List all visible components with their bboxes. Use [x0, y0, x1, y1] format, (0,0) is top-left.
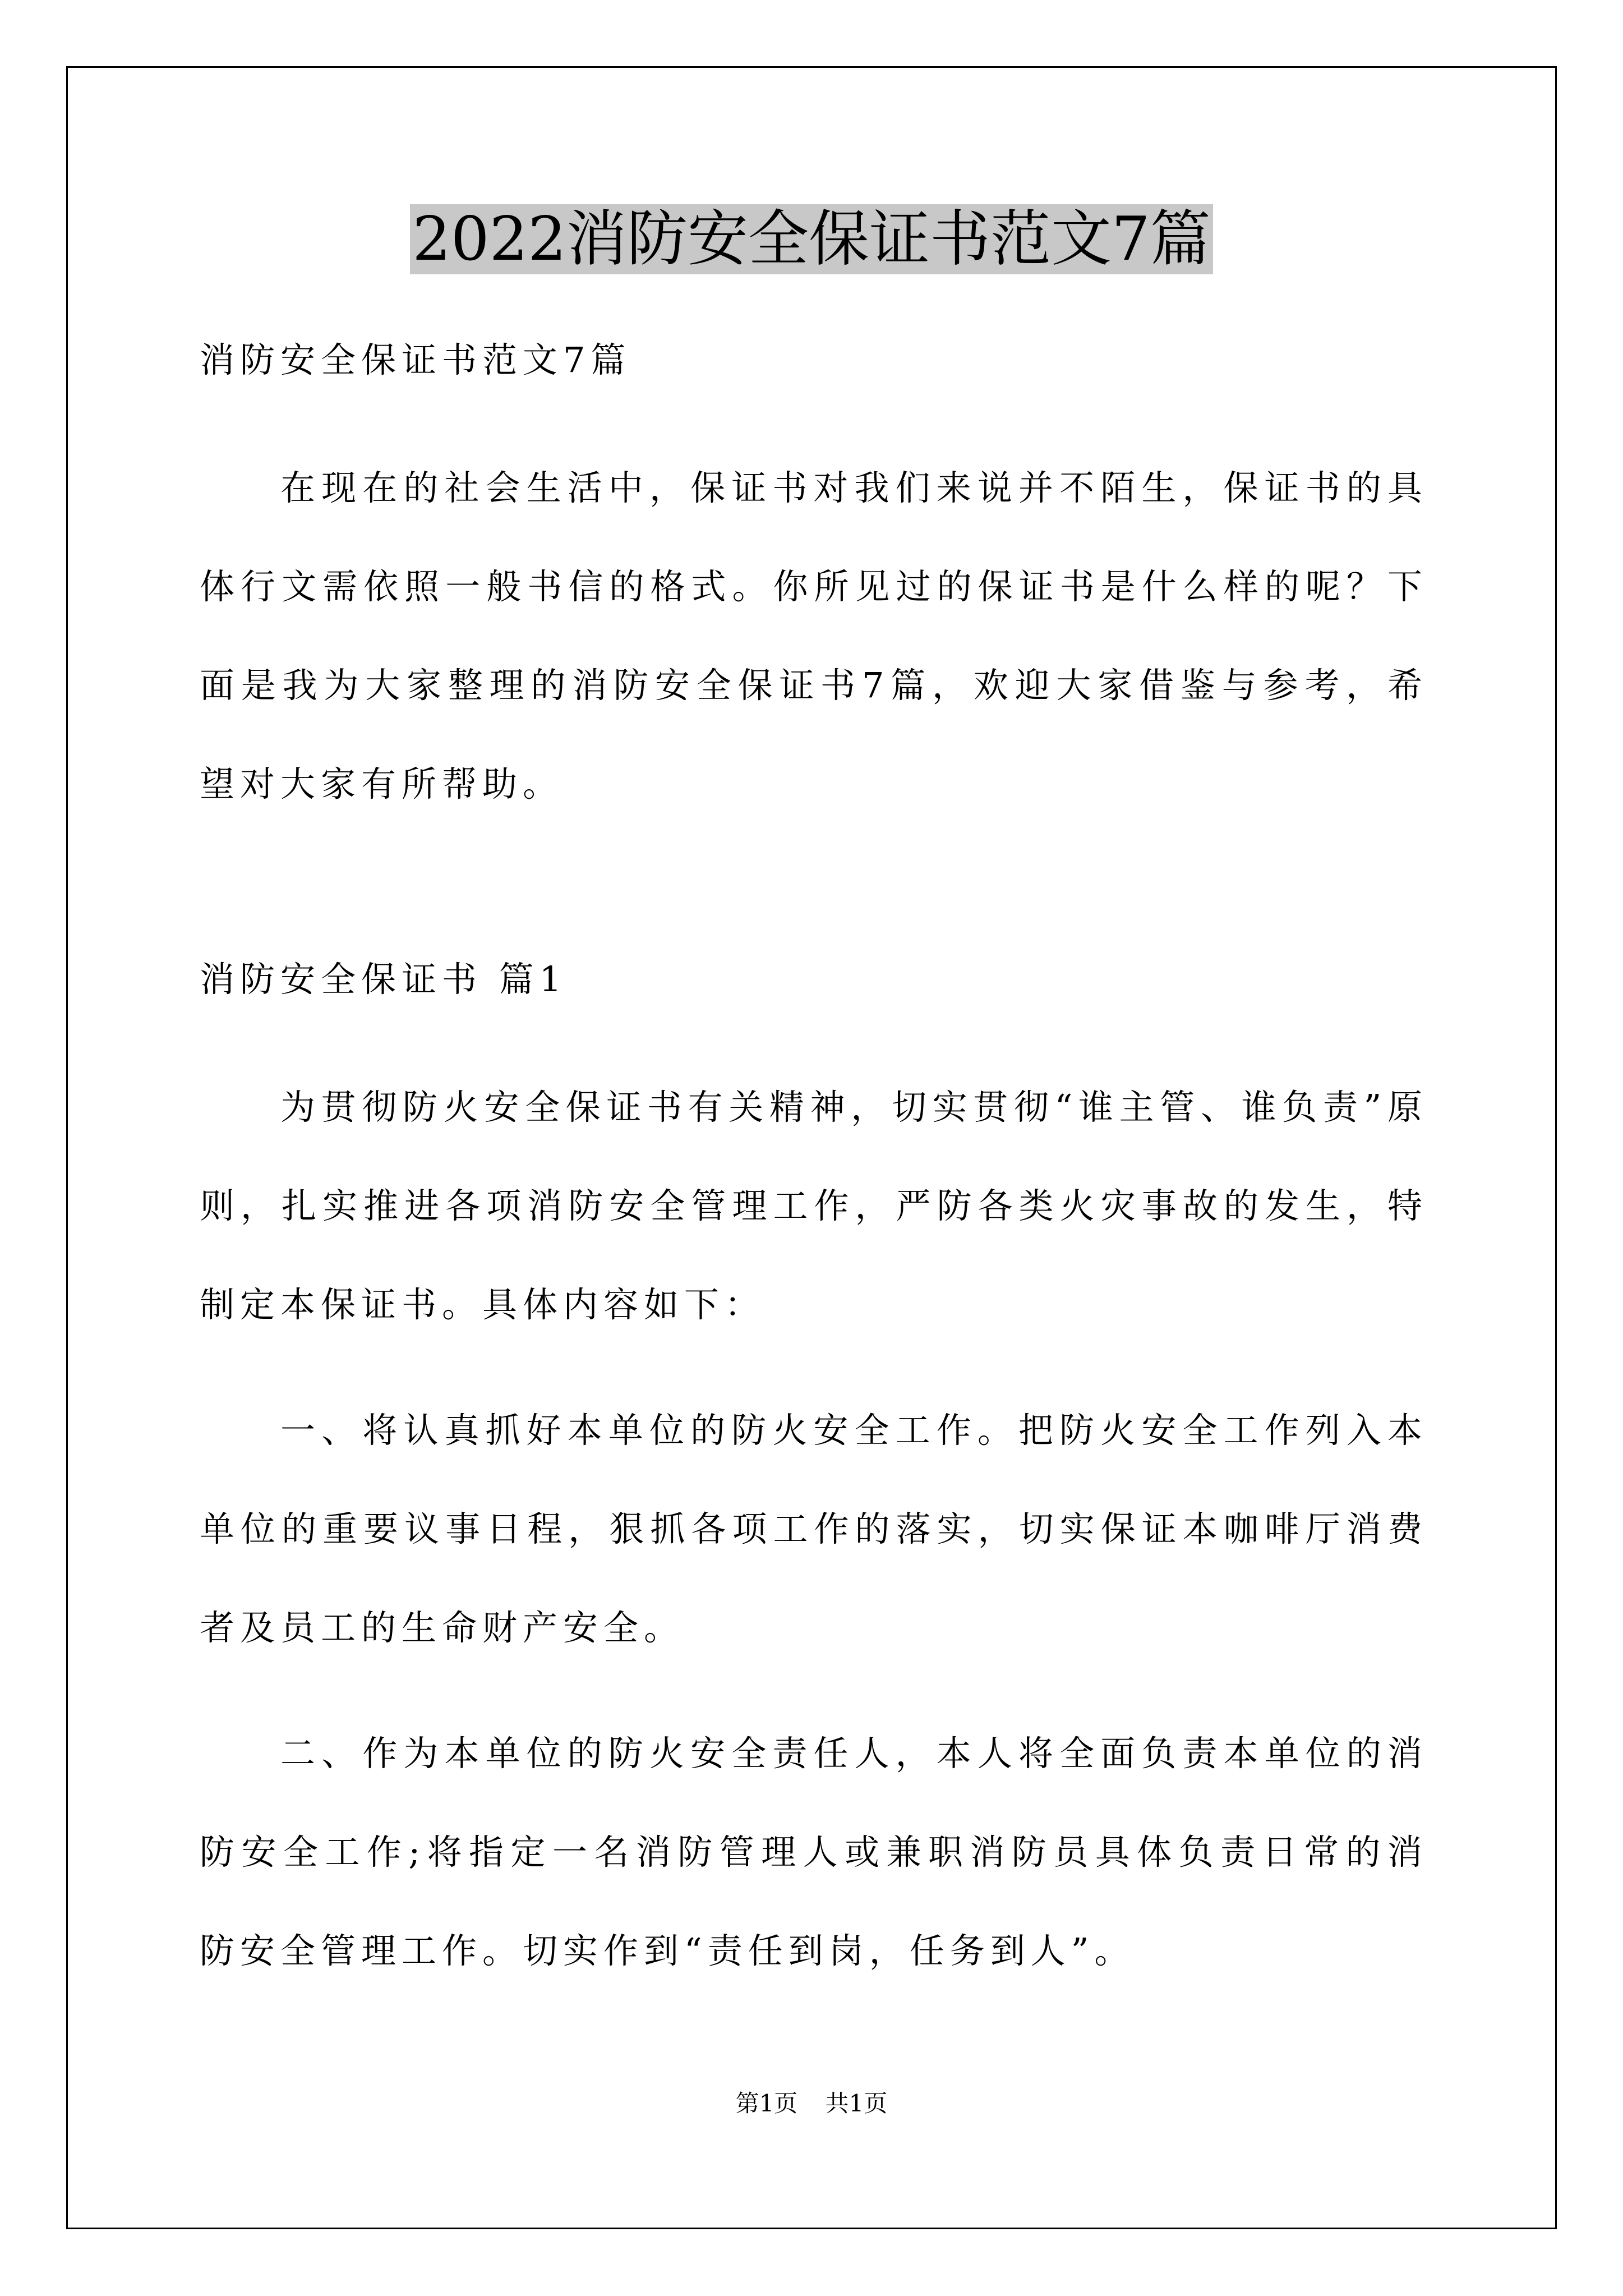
page-footer	[0, 2087, 1623, 2120]
document-title	[0, 197, 1623, 282]
subtitle-paragraph: 消防安全保证书范文7篇	[200, 339, 631, 380]
intro-paragraph: 在现在的社会生活中，保证书对我们来说并不陌生，保证书的具体行文需依照一般书信的格式。你所见过的保证书是什么样的呢？下面是我为大家整理的消防安全保证书7篇，欢迎大家借鉴与参考，希望对大家有所帮助。	[200, 467, 1428, 804]
body-paragraph: 为贯彻防火安全保证书有关精神，切实贯彻“谁主管、谁负责”原则，扎实推进各项消防安全管理工作，严防各类火灾事故的发生，特制定本保证书。具体内容如下：	[200, 1087, 1428, 1325]
section-heading: 消防安全保证书 篇1	[200, 959, 568, 1000]
body-paragraph: 一、将认真抓好本单位的防火安全工作。把防火安全工作列入本单位的重要议事日程，狠抓各项工作的落实，切实保证本咖啡厅消费者及员工的生命财产安全。	[200, 1410, 1428, 1648]
page-number: 第1页	[735, 2090, 798, 2117]
body-paragraph: 二、作为本单位的防火安全责任人，本人将全面负责本单位的消防安全工作;将指定一名消防管理人或兼职消防员具体负责日常的消防安全管理工作。切实作到“责任到岗，任务到人”。	[200, 1733, 1428, 1971]
document-title-text: 2022消防安全保证书范文7篇	[410, 204, 1213, 274]
page-total: 共1页	[825, 2090, 888, 2117]
